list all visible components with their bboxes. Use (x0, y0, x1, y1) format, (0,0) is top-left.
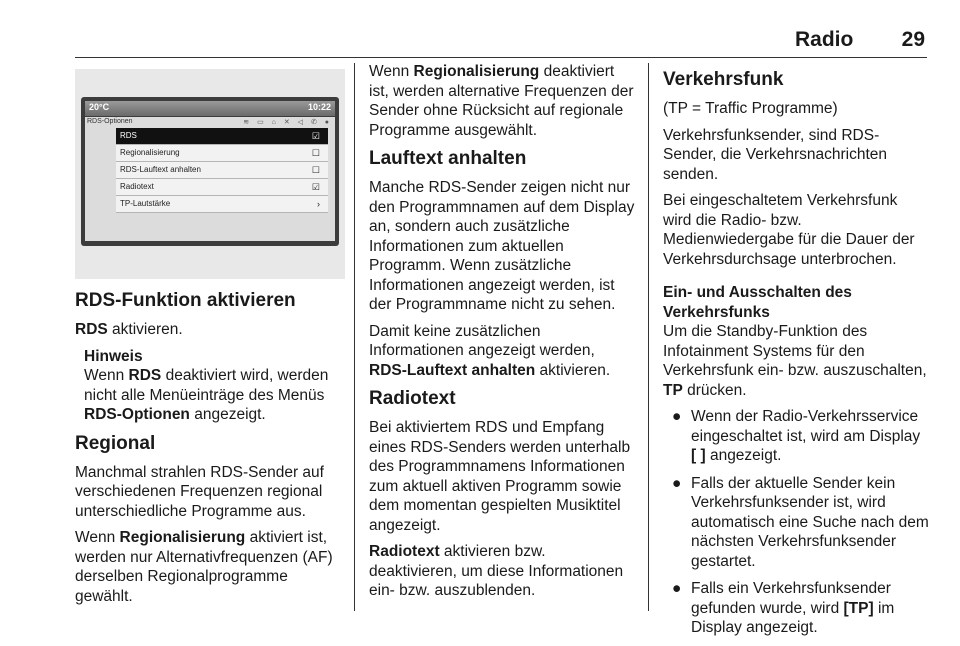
checkbox-icon: ☐ (311, 165, 320, 175)
clock: 10:22 (307, 102, 331, 112)
text: Falls der aktuelle Sender kein Verkehrsfunksender ist, wird automatisch eine Suche nach dem nächsten Verkehrsfunksender gestartet. (691, 474, 929, 570)
list-item (663, 579, 929, 638)
temperature: 20°C (89, 102, 110, 112)
column-1 (75, 283, 345, 613)
bullet-list (663, 407, 929, 638)
heading-verkehrsfunk: Verkehrsfunk (663, 69, 784, 90)
page-header-title: Radio (795, 28, 854, 51)
bullet-icon: ● (672, 408, 682, 425)
menu-item-label: Regionalisierung (120, 148, 180, 157)
note-box (75, 347, 345, 425)
note-text (84, 366, 345, 425)
bold-term: Radiotext (369, 543, 440, 560)
text: im Display angezeigt. (691, 599, 895, 636)
text: Wenn (75, 529, 120, 546)
paragraph-regional-1: Manchmal strahlen RDS-Sender auf verschiedenen Frequenzen regional unterschiedliche Programme aus. (75, 463, 324, 520)
note-title: Hinweis (84, 347, 143, 365)
column-2 (369, 62, 635, 608)
checkbox-icon: ☑ (311, 131, 320, 141)
paragraph-lauftext-2 (369, 322, 635, 381)
menu-item-radiotext[interactable] (116, 179, 328, 196)
heading-radiotext: Radiotext (369, 388, 456, 409)
text: Um die Standby-Funktion des Infotainment Systems für den Verkehrsfunk ein- bzw. auszuschalten, (663, 323, 927, 379)
heading-rds-funktion: RDS-Funktion aktivieren (75, 290, 296, 311)
bold-term: Regionalisierung (413, 63, 540, 80)
menu-panel (85, 117, 335, 241)
heading-ein-aus: Ein- und Ausschalten des Verkehrsfunks (663, 284, 852, 321)
text: deaktiviert wird, werden nicht alle Menüeinträge des Menüs (84, 367, 329, 404)
bullet-icon: ● (672, 580, 682, 597)
column-divider-1 (354, 63, 355, 611)
paragraph-rds (75, 320, 345, 340)
paragraph-verkehr-2: Bei eingeschaltetem Verkehrsfunk wird die Radio- bzw. Medienwiedergabe für die Dauer der Verkehrsdurchsage unterbrochen. (663, 192, 915, 268)
checkbox-icon: ☑ (311, 182, 320, 192)
paragraph-tp: (TP = Traffic Programme) (663, 100, 838, 117)
checkbox-icon: ☐ (311, 148, 320, 158)
text: angezeigt. (705, 447, 782, 464)
paragraph-regional-off (369, 62, 635, 140)
text: drücken. (682, 381, 747, 399)
display-screen (81, 97, 339, 246)
text: aktivieren. (107, 321, 183, 338)
column-divider-2 (648, 63, 649, 611)
list-item (663, 474, 929, 572)
chevron-right-icon: › (317, 199, 320, 209)
text: deaktiviert ist, werden alternative Frequenzen der Sender ohne Rücksicht auf regionale Programme ausgewählt. (369, 63, 634, 139)
menu-title: RDS-Optionen (87, 118, 133, 125)
text: aktiviert ist, werden nur Alternativfrequenzen (AF) derselben Regionalprogramme gewählt. (75, 529, 333, 605)
text: Wenn (369, 63, 414, 80)
menu-item-lauftext[interactable] (116, 162, 328, 179)
bullet-icon: ● (672, 474, 682, 492)
paragraph-lauftext-1: Manche RDS-Sender zeigen nicht nur den Programmnamen auf dem Display an, sondern auch zusätzliche Informationen zum aktuellen Programm. Wenn zusätzliche Informationen angezeigt werden, ist der Programmname nicht zu sehen. (369, 179, 635, 313)
paragraph-verkehr-1: Verkehrsfunksender, sind RDS-Sender, die Verkehrsnachrichten senden. (663, 126, 888, 183)
menu-item-label: TP-Lautstärke (120, 199, 171, 208)
heading-regional: Regional (75, 432, 156, 454)
paragraph-radiotext-2 (369, 542, 635, 601)
text: Damit keine zusätzlichen Informationen angezeigt werden, (369, 322, 595, 359)
bold-term: RDS-Lauftext anhalten (369, 361, 536, 379)
menu-list (116, 128, 328, 213)
paragraph-regional-2 (75, 528, 345, 606)
paragraph-ein-aus (663, 322, 929, 400)
column-3 (663, 62, 929, 646)
paragraph-radiotext-1: Bei aktiviertem RDS und Empfang eines RDS-Senders werden unterhalb des Programmnamens Informationen zum aktuell aktiven Programm sowie dem momentan gespielten Musiktitel angezeigt. (369, 419, 631, 534)
menu-item-tp-lautstaerke[interactable] (116, 196, 328, 213)
header-divider (75, 57, 927, 58)
menu-item-label: RDS (120, 131, 137, 140)
screen-photo (75, 69, 345, 279)
bold-term: TP (663, 381, 683, 399)
menu-item-rds[interactable] (116, 128, 328, 145)
text: Wenn der Radio-Verkehrsservice eingeschaltet ist, wird am Display (691, 408, 921, 445)
status-icons: ≋ ▭ ⌂ ✕ ◁ ✆ ● (243, 119, 332, 126)
text: angezeigt. (189, 406, 266, 423)
status-bar (85, 101, 335, 116)
bold-term: RDS (75, 321, 108, 338)
text: Wenn (84, 367, 129, 384)
text: aktivieren bzw. deaktivieren, um diese Informationen ein- bzw. auszublenden. (369, 543, 624, 599)
text: aktivieren. (535, 361, 611, 379)
list-item (663, 407, 929, 466)
bold-term: RDS-Optionen (84, 406, 190, 423)
bold-term: [ ] (691, 447, 706, 464)
bold-term: Regionalisierung (119, 529, 246, 546)
heading-lauftext: Lauftext anhalten (369, 148, 527, 169)
menu-item-regionalisierung[interactable] (116, 145, 328, 162)
bold-term: RDS (128, 367, 162, 384)
page-number: 29 (901, 28, 925, 51)
menu-item-label: Radiotext (120, 182, 154, 191)
menu-item-label: RDS-Lauftext anhalten (120, 165, 201, 174)
text: Falls ein Verkehrsfunksender gefunden wurde, wird (691, 580, 891, 617)
bold-term: [TP] (843, 599, 874, 617)
